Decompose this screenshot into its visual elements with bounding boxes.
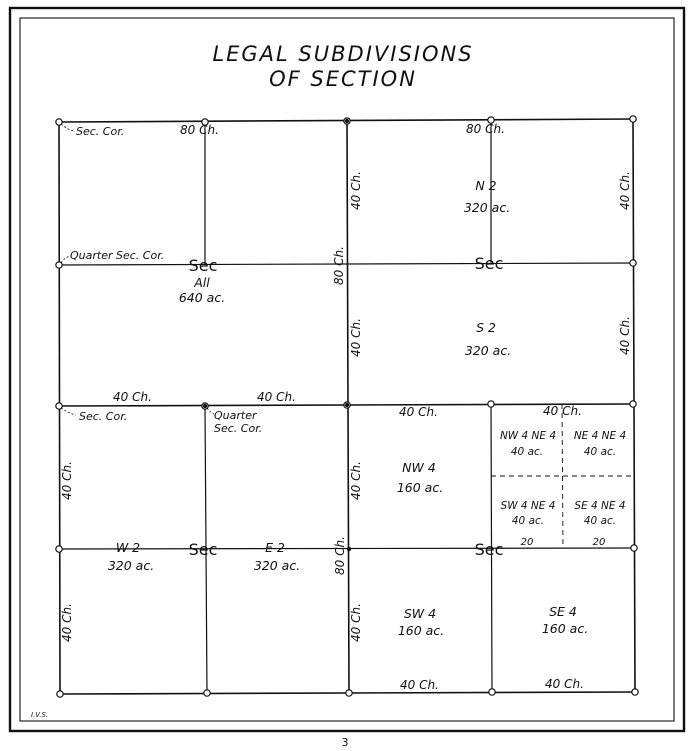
- corner-marker: [345, 403, 349, 407]
- section-name: All: [194, 275, 210, 290]
- chain-label-vertical: 40 Ch.: [60, 603, 74, 642]
- s-half-name: S 2: [476, 320, 496, 335]
- corner-marker: [630, 116, 636, 122]
- corner-marker: [489, 689, 495, 695]
- ne-sub-nw-name: NW 4 NE 4: [499, 430, 557, 442]
- sw4-name: SW 4: [403, 606, 437, 621]
- corner-marker: [488, 401, 494, 407]
- ne-sub-ne-area: 40 ac.: [583, 446, 617, 458]
- quarter-sec-cor-label: Quarter: [214, 409, 257, 422]
- chain-label-vertical: 40 Ch.: [349, 318, 363, 357]
- chain-label-vertical: 40 Ch.: [349, 603, 363, 642]
- corner-marker: [630, 260, 636, 266]
- corner-marker: [57, 691, 63, 697]
- e-half-name: E 2: [265, 540, 285, 555]
- sec-label: Sec: [474, 254, 504, 273]
- se4-name: SE 4: [549, 604, 577, 619]
- quarter-sec-cor-label: Quarter Sec. Cor.: [70, 249, 165, 262]
- ne-sub-se-area: 40 ac.: [583, 515, 617, 527]
- chain-label-vertical: 80 Ch.: [333, 536, 347, 575]
- quarter-sec-cor-label: Sec. Cor.: [214, 422, 263, 435]
- e-half-area: 320 ac.: [253, 558, 301, 573]
- sec-label: Sec: [188, 540, 218, 559]
- corner-marker: [632, 689, 638, 695]
- n-half-name: N 2: [475, 178, 497, 193]
- chain-label: 40 Ch.: [545, 677, 584, 691]
- twenty-label: 20: [520, 537, 534, 548]
- title-line-2: OF SECTION: [269, 67, 417, 91]
- chain-label: 80 Ch.: [180, 123, 219, 137]
- chain-label-vertical: 40 Ch.: [349, 461, 363, 500]
- corner-marker: [203, 404, 207, 408]
- sec-cor-label: Sec. Cor.: [79, 410, 128, 423]
- sw4-area: 160 ac.: [397, 623, 445, 638]
- chain-label: 40 Ch.: [400, 678, 439, 692]
- w-half-area: 320 ac.: [107, 558, 155, 573]
- twenty-label: 20: [592, 537, 606, 548]
- chain-label-vertical: 40 Ch.: [618, 171, 632, 210]
- chain-label: 40 Ch.: [113, 390, 152, 404]
- ne-sub-sw-name: SW 4 NE 4: [500, 500, 556, 512]
- artist-initials: I.V.S.: [31, 711, 49, 719]
- sec-label: Sec: [188, 256, 218, 275]
- chain-label-vertical: 40 Ch.: [60, 461, 74, 500]
- ne-sub-ne-name: NE 4 NE 4: [573, 430, 627, 442]
- chain-label-vertical: 40 Ch.: [618, 316, 632, 355]
- nw4-area: 160 ac.: [396, 480, 444, 495]
- chain-label: 40 Ch.: [399, 405, 438, 419]
- section-area: 640 ac.: [178, 290, 226, 305]
- title-line-1: LEGAL SUBDIVISIONS: [212, 42, 474, 66]
- nw4-name: NW 4: [402, 460, 436, 475]
- chain-label-vertical: 40 Ch.: [349, 171, 363, 210]
- page-number: 3: [341, 736, 349, 749]
- chain-label: 40 Ch.: [543, 404, 582, 418]
- chain-label: 40 Ch.: [257, 390, 296, 404]
- ne-sub-sw-area: 40 ac.: [511, 515, 545, 527]
- chain-label: 80 Ch.: [466, 122, 505, 136]
- s-half-area: 320 ac.: [464, 343, 512, 358]
- corner-marker: [56, 546, 62, 552]
- corner-marker: [204, 690, 210, 696]
- sec-cor-label: Sec. Cor.: [76, 125, 125, 138]
- corner-marker: [347, 547, 351, 551]
- ne-sub-nw-area: 40 ac.: [510, 446, 544, 458]
- corner-marker: [631, 545, 637, 551]
- n-half-area: 320 ac.: [463, 200, 511, 215]
- w-half-name: W 2: [115, 540, 141, 555]
- corner-marker: [630, 401, 636, 407]
- corner-marker: [345, 119, 349, 123]
- corner-marker: [346, 690, 352, 696]
- ne-sub-se-name: SE 4 NE 4: [574, 500, 626, 512]
- chain-label-vertical: 80 Ch.: [332, 246, 346, 285]
- se4-area: 160 ac.: [541, 621, 589, 636]
- sec-label: Sec: [474, 540, 504, 559]
